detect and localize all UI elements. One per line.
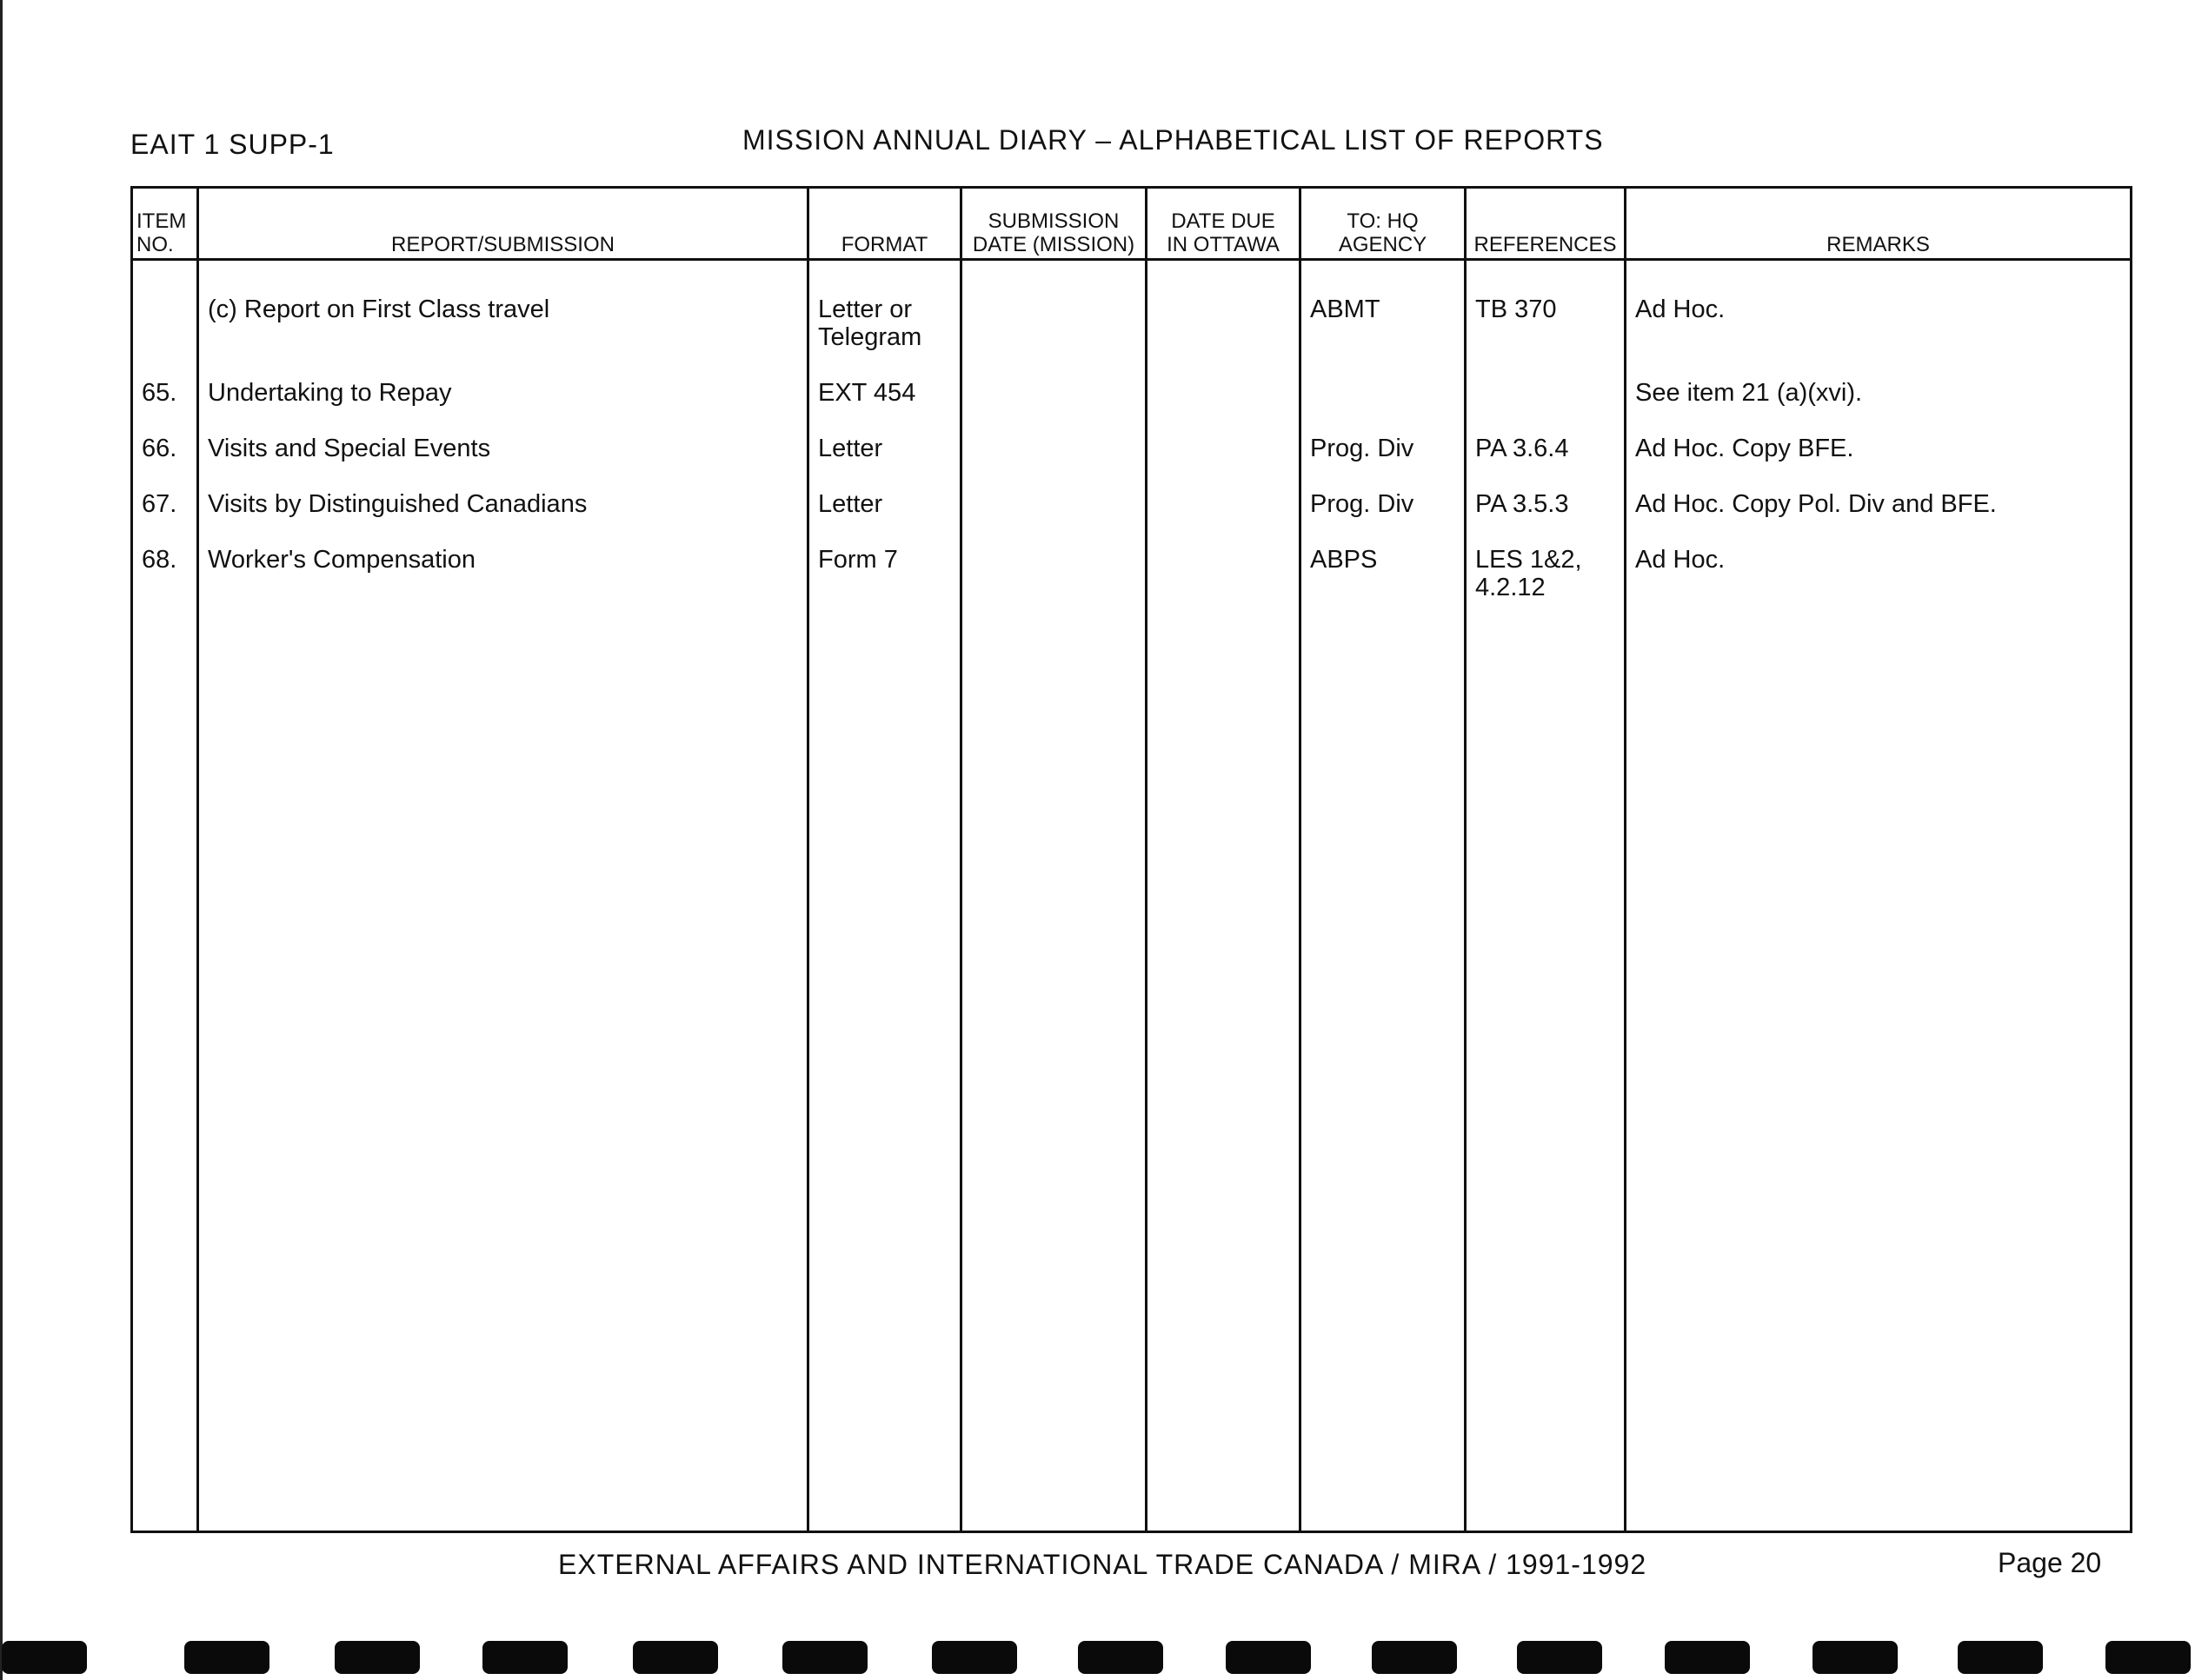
- column-header-format: FORMAT: [808, 188, 961, 260]
- item-number: [132, 260, 198, 376]
- column-header-date-due: DATE DUE IN OTTAWA: [1147, 188, 1300, 260]
- footer-publisher: EXTERNAL AFFAIRS AND INTERNATIONAL TRADE CANADA / MIRA / 1991-1992: [558, 1549, 1647, 1580]
- references: TB 370: [1466, 260, 1626, 376]
- submission-date: [961, 375, 1147, 431]
- table-empty-area: [132, 626, 2132, 1532]
- punch-hole: [1958, 1641, 2043, 1674]
- table-row: [132, 542, 2132, 626]
- hq-agency: [1300, 375, 1466, 431]
- punch-hole: [1517, 1641, 1602, 1674]
- report-format: Letter or Telegram: [808, 260, 961, 376]
- date-due: [1147, 375, 1300, 431]
- punch-hole: [1226, 1641, 1311, 1674]
- report-name: Worker's Compensation: [198, 542, 808, 626]
- column-header-agency: TO: HQ AGENCY: [1300, 188, 1466, 260]
- date-due: [1147, 260, 1300, 376]
- punch-hole: [482, 1641, 568, 1674]
- date-due: [1147, 487, 1300, 542]
- item-number: 68.: [132, 542, 198, 626]
- submission-date: [961, 431, 1147, 487]
- document-title: MISSION ANNUAL DIARY – ALPHABETICAL LIST OF REPORTS: [742, 124, 1604, 156]
- submission-date: [961, 542, 1147, 626]
- references: LES 1&2, 4.2.12: [1466, 542, 1626, 626]
- table-row: [132, 487, 2132, 542]
- report-format: Form 7: [808, 542, 961, 626]
- remarks: Ad Hoc.: [1626, 260, 2132, 376]
- table-header-row: [132, 188, 2132, 260]
- submission-date: [961, 260, 1147, 376]
- punch-hole-strip: [0, 1634, 2195, 1677]
- punch-hole: [932, 1641, 1017, 1674]
- punch-hole: [633, 1641, 718, 1674]
- remarks: Ad Hoc. Copy BFE.: [1626, 431, 2132, 487]
- report-name: Visits and Special Events: [198, 431, 808, 487]
- submission-date: [961, 487, 1147, 542]
- report-format: Letter: [808, 431, 961, 487]
- column-header-submission-date: SUBMISSION DATE (MISSION): [961, 188, 1147, 260]
- punch-hole: [782, 1641, 868, 1674]
- hq-agency: Prog. Div: [1300, 431, 1466, 487]
- punch-hole: [2105, 1641, 2191, 1674]
- remarks: Ad Hoc.: [1626, 542, 2132, 626]
- column-header-item-no: ITEM NO.: [132, 188, 198, 260]
- column-header-references: REFERENCES: [1466, 188, 1626, 260]
- punch-hole: [184, 1641, 269, 1674]
- reports-table: [130, 186, 2132, 1533]
- table-row: [132, 260, 2132, 376]
- item-number: 65.: [132, 375, 198, 431]
- report-name: (c) Report on First Class travel: [198, 260, 808, 376]
- punch-hole: [1813, 1641, 1898, 1674]
- report-name: Visits by Distinguished Canadians: [198, 487, 808, 542]
- item-number: 67.: [132, 487, 198, 542]
- report-format: Letter: [808, 487, 961, 542]
- punch-hole: [335, 1641, 420, 1674]
- page-edge-rule: [0, 0, 3, 1680]
- punch-hole: [1078, 1641, 1163, 1674]
- punch-hole: [2, 1641, 87, 1674]
- punch-hole: [1665, 1641, 1750, 1674]
- item-number: 66.: [132, 431, 198, 487]
- table-row: [132, 431, 2132, 487]
- report-name: Undertaking to Repay: [198, 375, 808, 431]
- references: PA 3.5.3: [1466, 487, 1626, 542]
- remarks: Ad Hoc. Copy Pol. Div and BFE.: [1626, 487, 2132, 542]
- remarks: See item 21 (a)(xvi).: [1626, 375, 2132, 431]
- report-format: EXT 454: [808, 375, 961, 431]
- hq-agency: Prog. Div: [1300, 487, 1466, 542]
- date-due: [1147, 542, 1300, 626]
- references: PA 3.6.4: [1466, 431, 1626, 487]
- page-number: Page 20: [1998, 1547, 2102, 1578]
- references: [1466, 375, 1626, 431]
- table-row: [132, 375, 2132, 431]
- hq-agency: ABPS: [1300, 542, 1466, 626]
- punch-hole: [1372, 1641, 1457, 1674]
- hq-agency: ABMT: [1300, 260, 1466, 376]
- column-header-report: REPORT/SUBMISSION: [198, 188, 808, 260]
- date-due: [1147, 431, 1300, 487]
- document-id: EAIT 1 SUPP-1: [130, 129, 335, 160]
- column-header-remarks: REMARKS: [1626, 188, 2132, 260]
